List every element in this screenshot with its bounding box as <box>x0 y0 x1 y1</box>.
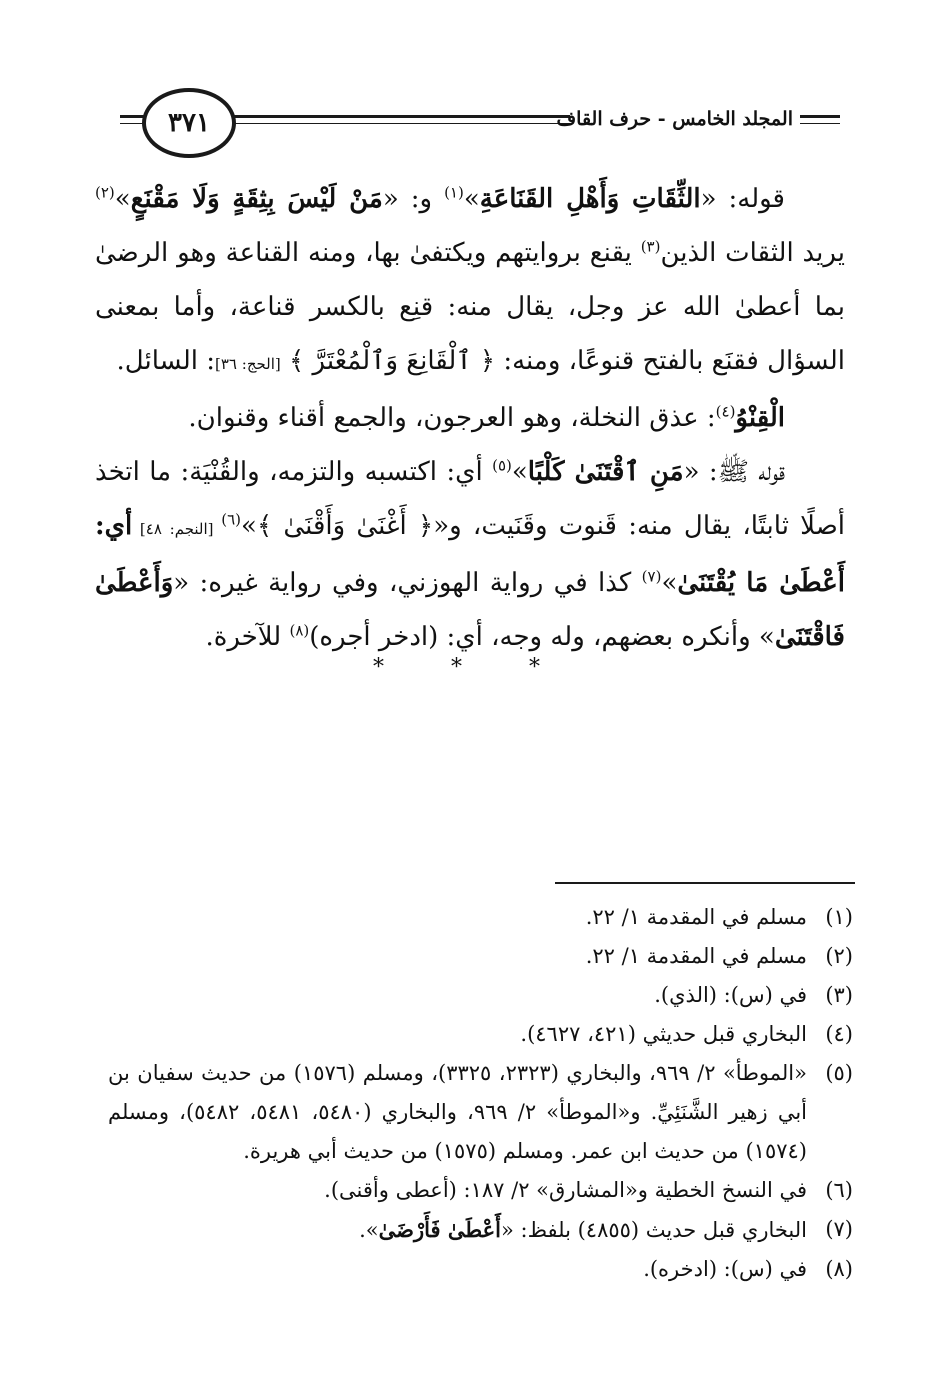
footnote-ref: (٢) <box>95 183 115 202</box>
footnote-4 <box>108 1015 853 1054</box>
text-run: أي: اكتسبه والتزمه، والقُنْيَة: ما اتخذ أصلًا ثابتًا، يقال منه: قَنوت وقَنَيت، و«﴿ أَغْنَىٰ وَأَقْنَىٰ ﴾» <box>95 457 845 541</box>
footnote-text: مسلم في المقدمة ١/ ٢٢. <box>585 905 807 929</box>
footnote-number: (١) <box>825 905 853 929</box>
footnotes <box>108 898 853 1289</box>
footnote-ref: (٦) <box>221 510 242 529</box>
section-separator: * * * <box>373 655 570 680</box>
hadith-quote: أي: أَعْطَىٰ مَا يُقْتَنَىٰ <box>95 511 845 598</box>
hadith-quote: أَعْطَىٰ فَأَرْضَىٰ <box>378 1217 501 1242</box>
text-run: و: « <box>382 184 445 214</box>
text-run: » <box>114 184 131 214</box>
main-text <box>95 172 845 664</box>
text-run: قوله ﷺ: « <box>683 457 786 487</box>
paragraph-1 <box>95 172 845 391</box>
hadith-quote: مَنْ لَيْسَ بِثِقَةٍ وَلَا مَقْنَعٍ <box>130 184 383 214</box>
footnote-text: «الموطأ» ٢/ ٩٦٩، والبخاري (٢٣٢٣، ٣٣٢٥)، ومسلم (١٥٧٦) من حديث سفيان بن أبي زهير الشَّنَئِيِّ. و«الموطأ» ٢/ ٩٦٩، والبخاري (٥٤٨٠، ٥٤٨١، ٥٤٨٢)، ومسلم (١٥٧٤) من حديث ابن عمر. ومسلم (١٥٧٥) من حديث أبي هريرة. <box>108 1061 807 1163</box>
footnote-number: (٣) <box>825 983 853 1007</box>
footnote-number: (٢) <box>825 944 853 968</box>
header-rule-right-thin <box>800 123 840 124</box>
page-number: ٣٧١ <box>142 88 236 158</box>
footnote-ref: (٥) <box>492 456 512 475</box>
footnote-ref: (٨) <box>289 621 310 640</box>
headword: الْقِنْوُ <box>735 403 785 433</box>
text-run: كذا في رواية الهوزني، وفي رواية غيره: « <box>173 568 642 598</box>
running-title: المجلد الخامس - حرف القاف <box>556 108 793 130</box>
text-run: يقنع بروايتهم ويكتفىٰ بها، ومنه القناعة وهو الرضىٰ بما أعطىٰ الله عز وجل، يقال منه: قنِع بالكسر قناعة، وأما بمعنى السؤال فقنَع بالفتح قنوعًا، ومنه: ﴿ ٱلْقَانِعَ وَٱلْمُعْتَرَّ ﴾ <box>95 238 845 376</box>
footnote-7 <box>108 1210 853 1250</box>
footnote-2 <box>108 937 853 976</box>
hadith-quote: وَأَعْطَىٰ فَاقْتَنَىٰ <box>95 568 845 652</box>
quran-citation: [النجم: ٤٨] <box>132 520 222 538</box>
footnote-5 <box>108 1054 853 1171</box>
footnote-number: (٧) <box>825 1217 853 1241</box>
footnote-ref: (٤) <box>715 402 736 421</box>
header-rule-right <box>800 115 840 118</box>
text-run: للآخرة. <box>205 622 290 652</box>
footnote-8 <box>108 1250 853 1289</box>
footnote-ref: (٣) <box>640 237 661 256</box>
text-run: » وأنكره بعضهم، وله وجه، أي: (ادخر أجره) <box>309 622 775 652</box>
text-run: قوله: « <box>700 184 785 214</box>
quran-citation: [الحج: ٣٦] <box>215 355 281 373</box>
footnote-text: البخاري قبل حديثي (٤٢١، ٤٦٢٧). <box>520 1022 807 1046</box>
footnote-number: (٤) <box>825 1022 853 1046</box>
paragraph-2 <box>95 391 845 445</box>
text-run: : عذق النخلة، وهو العرجون، والجمع أقناء وقنوان. <box>188 403 716 433</box>
page-header <box>0 0 943 170</box>
header-rule-middle-thin <box>230 123 570 124</box>
footnote-1 <box>108 898 853 937</box>
text-run: » <box>511 457 528 487</box>
footnote-number: (٨) <box>825 1257 853 1281</box>
footnote-number: (٥) <box>825 1061 853 1085</box>
footnote-ref: (٧) <box>641 567 662 586</box>
footnote-text: في النسخ الخطية و«المشارق» ٢/ ١٨٧: (أعطى وأقنى). <box>324 1178 807 1202</box>
footnote-text: في (س): (الذي). <box>654 983 807 1007</box>
footnote-6 <box>108 1171 853 1210</box>
text-run: » <box>661 568 678 598</box>
footnote-ref: (١) <box>444 183 464 202</box>
paragraph-3 <box>95 445 845 664</box>
footnote-text: في (س): (ادخره). <box>643 1257 807 1281</box>
hadith-quote: مَنِ ٱقْتَنَىٰ كَلْبًا <box>527 457 684 487</box>
footnote-rule <box>555 882 855 884</box>
hadith-quote: الثِّقَاتِ وَأَهْلِ القَنَاعَةِ <box>479 184 701 214</box>
text-run: ». <box>359 1218 379 1242</box>
text-run: » <box>463 184 480 214</box>
footnote-3 <box>108 976 853 1015</box>
header-rule-middle <box>230 115 570 118</box>
footnote-number: (٦) <box>825 1178 853 1202</box>
footnote-text <box>108 1210 807 1250</box>
text-run: يريد الثقات الذين <box>660 238 845 268</box>
text-run: : السائل. <box>116 346 216 376</box>
text-run: البخاري قبل حديث (٤٨٥٥) بلفظ: « <box>500 1218 807 1242</box>
footnote-text: مسلم في المقدمة ١/ ٢٢. <box>585 944 807 968</box>
